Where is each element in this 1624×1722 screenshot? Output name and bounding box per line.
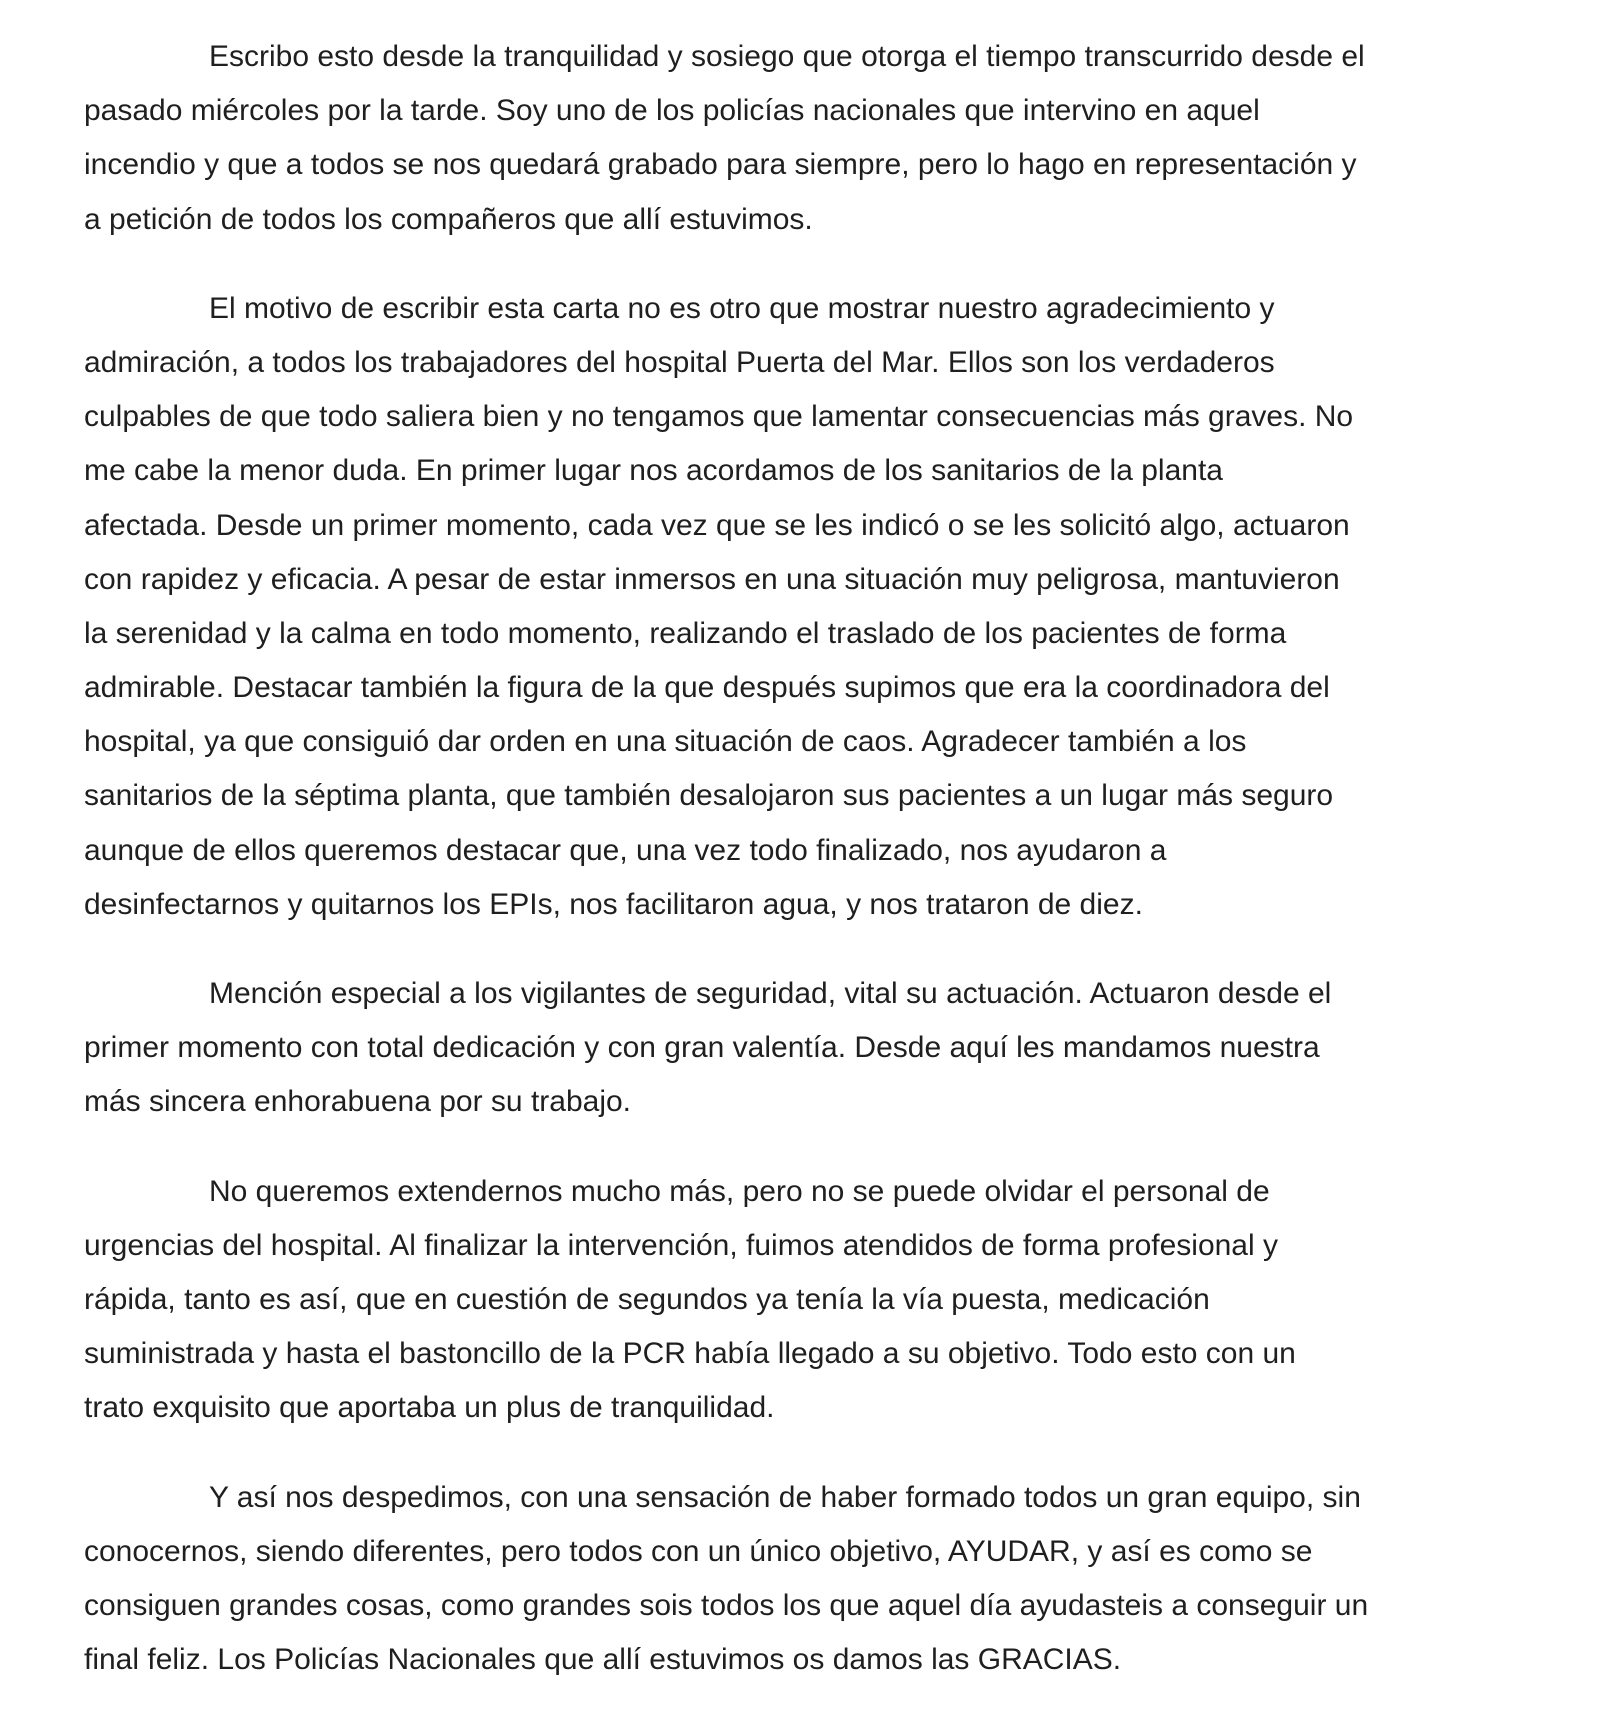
text-line: conocernos, siendo diferentes, pero todos con un único objetivo, AYUDAR, y así es como se xyxy=(84,1534,1313,1568)
text-line: admiración, a todos los trabajadores del hospital Puerta del Mar. Ellos son los verdaderos xyxy=(84,345,1275,379)
text-line: urgencias del hospital. Al finalizar la intervención, fuimos atendidos de forma profesional y xyxy=(84,1228,1278,1262)
text-line: desinfectarnos y quitarnos los EPIs, nos facilitaron agua, y nos trataron de diez. xyxy=(84,887,1143,921)
text-line: final feliz. Los Policías Nacionales que allí estuvimos os damos las GRACIAS. xyxy=(84,1643,1122,1677)
paragraph-gratitude-hospital xyxy=(84,282,1584,932)
text-line: pasado miércoles por la tarde. Soy uno de los policías nacionales que intervino en aquel xyxy=(84,94,1260,128)
text-line: trato exquisito que aportaba un plus de tranquilidad. xyxy=(84,1391,775,1425)
text-line: afectada. Desde un primer momento, cada vez que se les indicó o se les solicitó algo, actuaron xyxy=(84,508,1350,542)
text-line: No queremos extendernos mucho más, pero no se puede olvidar el personal de xyxy=(209,1174,1270,1208)
letter-body xyxy=(84,30,1584,1722)
text-line: la serenidad y la calma en todo momento, realizando el traslado de los pacientes de forma xyxy=(84,616,1287,650)
text-line: Escribo esto desde la tranquilidad y sosiego que otorga el tiempo transcurrido desde el xyxy=(209,40,1365,73)
text-line: admirable. Destacar también la figura de la que después supimos que era la coordinadora del xyxy=(84,671,1330,705)
text-line: sanitarios de la séptima planta, que también desalojaron sus pacientes a un lugar más seguro xyxy=(84,779,1334,813)
text-line: suministrada y hasta el bastoncillo de la PCR había llegado a su objetivo. Todo esto con un xyxy=(84,1337,1296,1371)
paragraph-emergency-staff xyxy=(84,1165,1584,1436)
text-line: rápida, tanto es así, que en cuestión de segundos ya tenía la vía puesta, medicación xyxy=(84,1282,1210,1316)
text-line: primer momento con total dedicación y con gran valentía. Desde aquí les mandamos nuestra xyxy=(84,1031,1320,1065)
text-line: me cabe la menor duda. En primer lugar nos acordamos de los sanitarios de la planta xyxy=(84,454,1223,488)
paragraph-security-guards xyxy=(84,967,1584,1130)
text-line: más sincera enhorabuena por su trabajo. xyxy=(84,1085,632,1119)
text-line: aunque de ellos queremos destacar que, una vez todo finalizado, nos ayudaron a xyxy=(84,833,1167,867)
text-line: Mención especial a los vigilantes de seguridad, vital su actuación. Actuaron desde el xyxy=(209,977,1332,1010)
text-line: consiguen grandes cosas, como grandes sois todos los que aquel día ayudasteis a conseguir un xyxy=(84,1588,1369,1622)
text-line: El motivo de escribir esta carta no es otro que mostrar nuestro agradecimiento y xyxy=(209,291,1275,325)
paragraph-introduction xyxy=(84,30,1584,247)
paragraph-farewell xyxy=(84,1471,1584,1688)
text-line: incendio y que a todos se nos quedará grabado para siempre, pero lo hago en representación y xyxy=(84,148,1357,182)
text-line: a petición de todos los compañeros que allí estuvimos. xyxy=(84,202,813,236)
text-line: culpables de que todo saliera bien y no tengamos que lamentar consecuencias más graves. No xyxy=(84,400,1354,434)
text-line: con rapidez y eficacia. A pesar de estar inmersos en una situación muy peligrosa, mantuvieron xyxy=(84,562,1340,596)
text-line: hospital, ya que consiguió dar orden en una situación de caos. Agradecer también a los xyxy=(84,725,1247,759)
text-line: Y así nos despedimos, con una sensación de haber formado todos un gran equipo, sin xyxy=(209,1480,1361,1514)
